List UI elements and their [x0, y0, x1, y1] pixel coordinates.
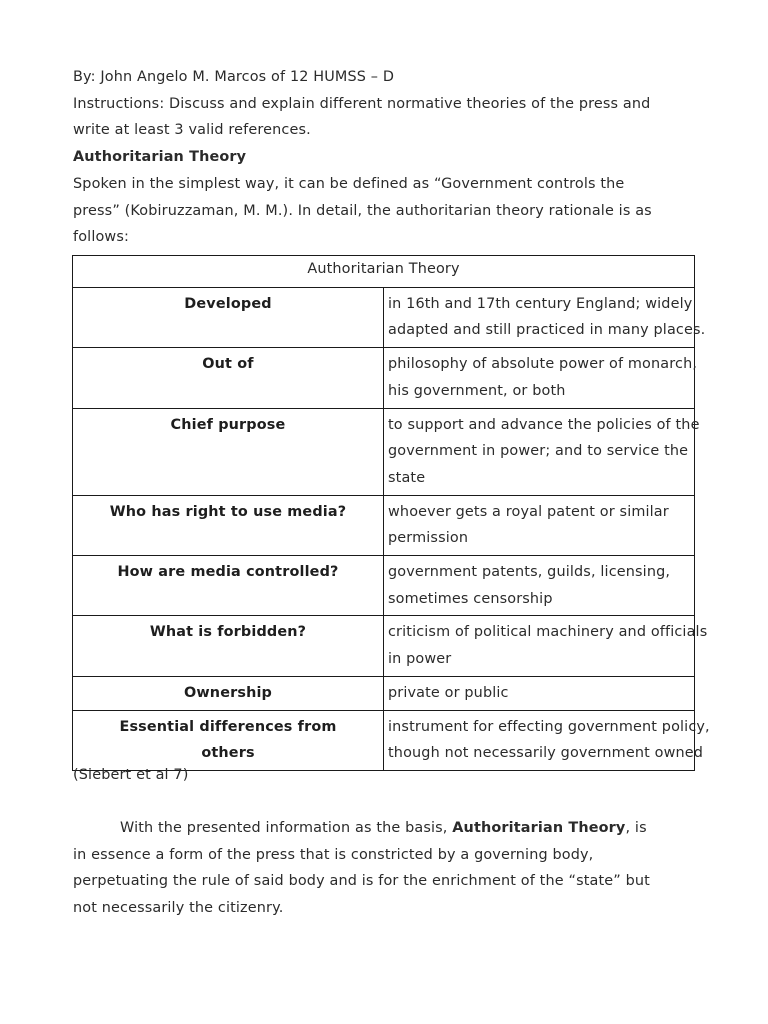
row-value: in 16th and 17th century England; widely [388, 295, 693, 312]
row-value: sometimes censorship [388, 590, 553, 607]
conclusion-text: , is [625, 820, 647, 836]
row-value-cell [384, 287, 706, 347]
authoritarian-theory-table [72, 255, 710, 771]
conclusion-line [73, 815, 713, 842]
row-label: others [201, 745, 255, 762]
intro-line: Spoken in the simplest way, it can be defined as “Government controls the [73, 175, 625, 192]
row-value: criticism of political machinery and officials [388, 624, 708, 641]
row-value-cell [384, 616, 708, 676]
row-value-cell [384, 556, 695, 616]
row-value: government patents, guilds, licensing, [388, 564, 671, 581]
table-title: Authoritarian Theory [73, 256, 695, 288]
table-row [73, 616, 695, 676]
table-row [73, 495, 695, 555]
row-label: Out of [202, 356, 254, 373]
table-row [73, 287, 695, 347]
row-value: private or public [388, 684, 509, 701]
row-value-cell [384, 348, 698, 408]
row-value-cell [384, 408, 700, 495]
intro-block [73, 64, 703, 251]
row-value-cell [384, 676, 695, 710]
row-label: Developed [184, 295, 272, 312]
row-label: How are media controlled? [117, 564, 339, 581]
row-label: Who has right to use media? [109, 503, 347, 520]
row-label-cell [73, 348, 384, 408]
row-label-cell [73, 556, 384, 616]
table-row [73, 676, 695, 710]
conclusion-line: perpetuating the rule of said body and is for the enrichment of the “state” but [73, 873, 650, 890]
conclusion-line: in essence a form of the press that is constricted by a governing body, [73, 846, 594, 863]
row-value: to support and advance the policies of the [388, 416, 700, 433]
conclusion-bold-term: Authoritarian Theory [452, 820, 626, 836]
row-value: permission [388, 530, 469, 547]
row-value: though not necessarily government owned [388, 745, 704, 762]
instructions-line: write at least 3 valid references. [73, 122, 311, 139]
intro-line: follows: [73, 229, 129, 246]
row-label-cell [73, 408, 384, 495]
table-row [73, 348, 695, 408]
intro-line: press” (Kobiruzzaman, M. M.). In detail, the authoritarian theory rationale is as [73, 202, 652, 219]
table-row [73, 556, 695, 616]
byline: By: John Angelo M. Marcos of 12 HUMSS – D [73, 69, 395, 85]
row-label: Chief purpose [170, 416, 286, 433]
row-label: Ownership [183, 684, 273, 701]
citation: (Siebert et al 7) [73, 767, 189, 783]
row-label: What is forbidden? [149, 624, 307, 641]
table-title-row [73, 256, 695, 288]
row-value: adapted and still practiced in many places. [388, 322, 706, 339]
row-value: instrument for effecting government policy, [388, 718, 710, 735]
row-value: in power [388, 651, 452, 668]
row-value-cell [384, 710, 710, 770]
row-value: whoever gets a royal patent or similar [388, 503, 669, 520]
conclusion-paragraph [73, 815, 713, 922]
row-value-cell [384, 495, 695, 555]
conclusion-text: With the presented information as the basis, [120, 820, 453, 836]
row-value: philosophy of absolute power of monarch, [388, 356, 698, 373]
row-value: government in power; and to service the [388, 443, 689, 460]
conclusion-line: not necessarily the citizenry. [73, 900, 284, 917]
section-heading: Authoritarian Theory [73, 149, 247, 166]
row-label-cell [73, 616, 384, 676]
row-value: state [388, 469, 426, 486]
table-row [73, 408, 695, 495]
row-label-cell [73, 495, 384, 555]
row-label-cell [73, 676, 384, 710]
row-value: his government, or both [388, 382, 566, 399]
instructions-line: Instructions: Discuss and explain different normative theories of the press and [73, 95, 651, 112]
row-label-cell [73, 287, 384, 347]
row-label: Essential differences from [119, 718, 337, 735]
